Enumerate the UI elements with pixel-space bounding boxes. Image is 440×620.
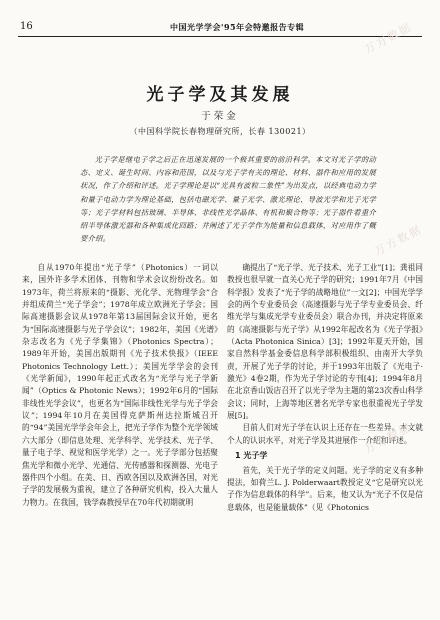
body-column-left bbox=[22, 262, 218, 509]
author-affiliation: （中国科学院长春物理研究所，长春 130021） bbox=[129, 127, 311, 136]
page-number: 16 bbox=[20, 21, 33, 32]
journal-running-title: 中国光学学会'95年会特邀报告专辑 bbox=[170, 22, 305, 32]
body-paragraph: 自从1970年提出“光子学”（Photonics）一词以来，国外许多学术团体、刊物和学术会议纷纷改名。如1973年，荷兰将原来的“摄影、光化学、光物理学会”合并组成荷兰“光子学会”；1978年成立欧洲光子学会；国际高速摄影会议从1978年第13届国际会议开始，更名为“国际高速摄影与光子学会议”；1982年，美国《光谱》杂志改名为《光子学集锦》（Photonics Spectra）；1989年开始，美国出版期刊《光子技术快报》（IEEE Photonics Technology Lett.）；美国光学学会的会刊《光学新闻》，1990年起正式改名为“光学与光子学新闻”（Optics & Photonic News）；1992年6月的“国际非线性光学会议”，也更名为“国际非线性光学与光子学会议”；1994年10月在美国得克萨斯州达拉斯城召开的“94”美国光学学会年会上，把光子学作为整个光学领域六大部分（即信息处理、光学科学、光学技术、光子学、量子电子学、视觉和医学光学）之一。光子学部分包括聚焦光学和微小光学、光通信、光传感器和探测器、光电子器件四个小组。在美、日、西欧各国以及欧洲各国，对光子学的发展极为重视，建立了各种研究机构，投入大量人力物力。在我国，钱学森教授早在70年代初期就明 bbox=[22, 263, 218, 507]
watermark: 万方数据 bbox=[362, 420, 415, 457]
running-header bbox=[0, 20, 440, 36]
abstract-text: 光子学是继电子学之后正在迅速发展的一个极其重要的前沿科学。本文对光子学的动态、定义、诞生时间、内容和范围，以及与光子学有关的理论、材料、器件和应用的发展状况，作了介绍和评述。光子学理论是以“光具有波粒二象性”为出发点，以经典电动力学和量子电动力学为理论基础，包括电磁光学、量子光学、激光理论、导波光学和光子光学等；光子学材料包括玻璃、半导体、非线性光学晶体、有机和聚合物等；光子器件着重介绍半导体激光器和各种集成化回路；并阐述了光子学作为能量和信息载体，对应用作了概要介绍。 bbox=[80, 155, 376, 244]
body-column-right bbox=[227, 262, 423, 514]
abstract bbox=[80, 153, 376, 245]
section-heading: 1 光子学 bbox=[235, 451, 268, 461]
article-author: 于荣金 bbox=[201, 111, 239, 122]
header-rule bbox=[18, 36, 422, 37]
article-title: 光子学及其发展 bbox=[146, 85, 294, 105]
body-paragraph: 确提出了“光子学、光子技术、光子工业”[1]；龚祖同教授也很早就一直关心光子学的研究；1991年7月《中国科学报》发表了“光子学的战略地位”一文[2]；中国光学学会的两个专业委员会（高速摄影与光子学专业委员会、纤维光学与集成光学专业委员会）联合办刊，并决定将原来的《高速摄影与光子学》从1992年起改名为《光子学报》（Acta Photonica Sinica）[3]；1992年夏天开始，国家自然科学基金委信息科学部积极组织、由南开大学负责，开展了光子学的讨论，并于1993年出版了《光电子·激光》4卷2期，作为光子学讨论的专刊[4]；1994年8月在北京香山饭店召开了以光子学为主题的第23次香山科学会议；同时，上海等地区著名光学专家也很重视光子学发展[5]。 bbox=[227, 263, 423, 421]
body-paragraph: 首先，关于光子学的定义问题。光子学的定义有多种提法，如荷兰L. J. Polderwaart教授定义“它是研究以光子作为信息载体的科学”。后来，他又认为“光子不仅是信息载体，也是能量载体”（见《Photonics bbox=[227, 465, 423, 512]
watermark: 万方数据 bbox=[372, 222, 425, 259]
body-paragraph: 目前人们对光子学在认识上还存在一些差异。本文就个人的认识水平，对光子学及其进展作一介绍和评述。 bbox=[227, 423, 423, 445]
watermark: 万方数据 bbox=[362, 20, 415, 57]
